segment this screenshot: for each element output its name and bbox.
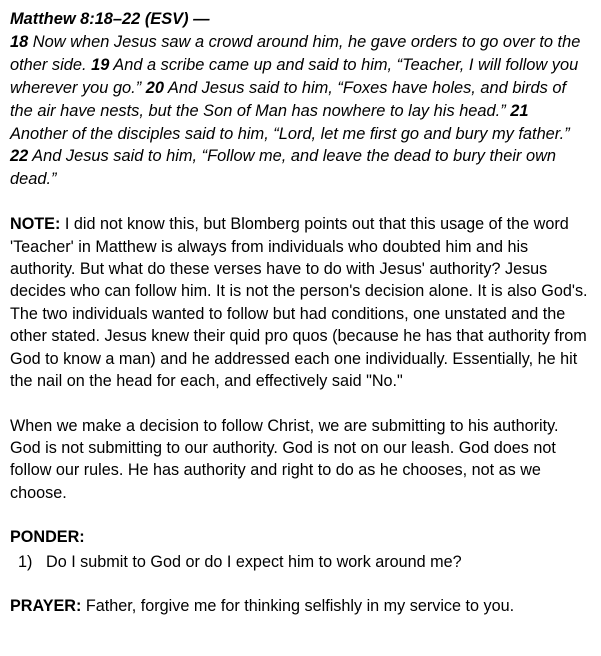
ponder-list [10,551,589,573]
verse-number: 19 [91,55,110,74]
note-label: NOTE: [10,215,61,234]
list-item [10,551,589,573]
ponder-section [10,526,589,573]
list-item-number: 1) [18,552,33,571]
verse-text: And a scribe came up and said to him, “Teacher, I will follow you wherever you go.” [10,55,579,97]
verse-text: And Jesus said to him, “Follow me, and leave the dead to bury their own dead.” [10,147,557,189]
verse-number: 20 [145,78,164,97]
list-item-text: Do I submit to God or do I expect him to work around me? [46,552,462,571]
verse-number: 22 [10,147,29,166]
note-text: I did not know this, but Blomberg points out that this usage of the word 'Teacher' in Matthew is always from individuals who doubted him and his authority. But what do these verses have to do with Jesus' authority? Jesus decides who can follow him. It is not the person's decision alone. It is also God's. The two individuals wanted to follow but had conditions, one unstated and the other stated. Jesus knew their quid pro quos (because he has that authority from God to know a man) and he addressed each one individually. Essentially, he hit the nail on the head for each, and effectively said "No." [10,215,588,391]
verse-number: 18 [10,32,29,51]
note-paragraph [10,213,589,392]
verse-text: Now when Jesus saw a crowd around him, he gave orders to go over to the other side. [10,32,581,74]
verse-text: Another of the disciples said to him, “Lord, let me first go and bury my father.” [10,124,570,143]
ponder-label: PONDER: [10,528,85,547]
prayer-paragraph [10,595,589,617]
verse-text: And Jesus said to him, “Foxes have holes, and birds of the air have nests, but the Son of Man has nowhere to lay his head.” [10,78,567,120]
prayer-label: PRAYER: [10,596,82,615]
verse-number: 21 [510,101,529,120]
scripture-passage [10,8,589,191]
reflection-paragraph: When we make a decision to follow Christ, we are submitting to his authority. God is not submitting to our authority. God is not on our leash. God does not follow our rules. He has authority and right to do as he chooses, not as we choose. [10,416,559,502]
scripture-reference: Matthew 8:18–22 (ESV) — [10,10,210,28]
prayer-text: Father, forgive me for thinking selfishly in my service to you. [81,596,515,615]
